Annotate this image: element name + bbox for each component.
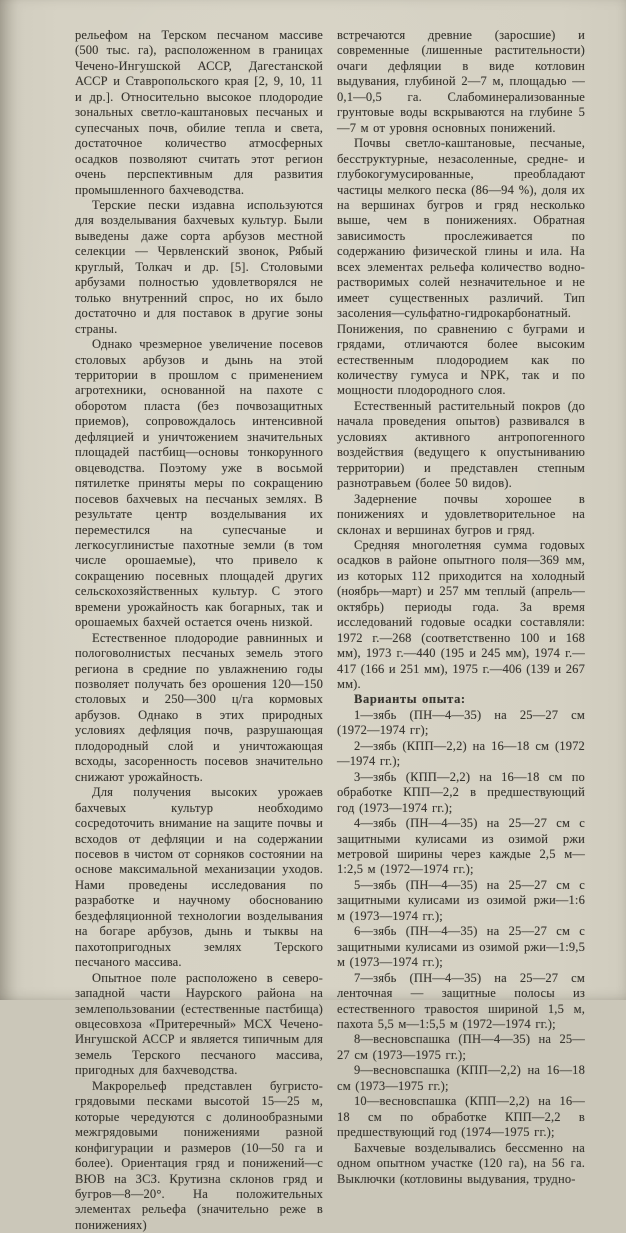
paragraph: 9—весновспашка (КПП—2,2) на 16—18 см (1973—1975 гг.); — [337, 1063, 585, 1093]
text-area — [75, 28, 585, 1233]
paragraph: Терские пески издавна используются для возделывания бахчевых культур. Были выведены даже сорта арбузов местной селекции — Червленский звонок, Рябый круглый, Толкач и др. [5]. Столовыми арбузами полностью удовлетворялся не только внутренний спрос, но их было достаточно и для поставок в другие зоны страны. — [75, 197, 323, 336]
paragraph: Задернение почвы хорошее в понижениях и удовлетворительное на склонах и вершинах бугров и гряд. — [337, 491, 585, 537]
paragraph: Средняя многолетняя сумма годовых осадков в районе опытного поля—369 мм, из которых 112 приходится на холодный (ноябрь—март) и 257 мм теплый (апрель—октябрь) периоды года. За время исследований годовые осадки составляли: 1972 г.—268 (соответственно 100 и 168 мм), 1973 г.—440 (195 и 245 мм), 1974 г.—417 (166 и 251 мм), 1975 г.—406 (139 и 267 мм). — [337, 537, 585, 692]
paragraph: Опытное поле расположено в северо-западной части Наурского района на землепользовании (естественные пастбища) овцесовхоза «Притеречный» МСХ Чечено-Ингушской АССР и является типичным для земель Терского песчаного массива, пригодных для бахчеводства. — [75, 970, 323, 1078]
paragraph: 1—зябь (ПН—4—35) на 25—27 см (1972—1974 гг); — [337, 707, 585, 738]
section-heading: Варианты опыта: — [354, 692, 466, 707]
column-left — [75, 28, 323, 1233]
paragraph: Почвы светло-каштановые, песчаные, бесструктурные, незасоленные, средне- и глубокогумусированные, преобладают частицы мелкого песка (86—94 %), доля их на вершинах бугров и гряд несколько выше, чем в понижениях. Обратная зависимость прослеживается по содержанию физической глины и ила. На всех элементах рельефа количество водно-растворимых солей незначительное и не имеет существенных различий. Тип засоления—сульфатно-гидрокарбонатный. Понижения, по сравнению с буграми и грядами, отличаются более высоким естественным плодородием как по количеству гумуса и NPK, так и по мощности плодородного слоя. — [337, 136, 585, 398]
paragraph: рельефом на Терском песчаном массиве (500 тыс. га), расположенном в границах Чечено-Ингушской АССР, Дагестанской АССР и Ставропольского края [2, 9, 10, 11 и др.]. Относительно высокое плодородие зональных светло-каштановых песчаных и супесчаных почв, обилие тепла и света, достаточное количество атмосферных осадков позволяют считать этот регион очень перспективным для развития промышленного бахчеводства. — [75, 28, 323, 197]
paragraph: 5—зябь (ПН—4—35) на 25—27 см с защитными кулисами из озимой ржи—1:6 м (1973—1974 гг.); — [337, 877, 585, 923]
paragraph: Естественный растительный покров (до начала проведения опытов) развивался в условиях активного антропогенного воздействия (ведущего к опустыниванию территории) и представлен степным разнотравьем (более 50 видов). — [337, 398, 585, 491]
paragraph: 3—зябь (КПП—2,2) на 16—18 см по обработке КПП—2,2 в предшествующий год (1973—1974 гг.); — [337, 769, 585, 815]
paragraph: Бахчевые возделывались бессменно на одном опытном участке (120 га), на 56 га. Выключки (котловины выдувания, трудно- — [337, 1140, 585, 1186]
paragraph: 4—зябь (ПН—4—35) на 25—27 см с защитными кулисами из озимой ржи метровой ширины через каждые 2,5 м—1:2,5 м (1972—1974 гг.); — [337, 816, 585, 877]
paragraph: Естественное плодородие равнинных и пологоволнистых песчаных земель этого региона в средние по увлажнению годы позволяет получать без орошения 120—150 столовых и 250—300 ц/га кормовых арбузов. Однако в этих природных условиях дефляция почв, разрушающая плодородный слой и уничтожающая всходы, засоренность посевов значительно снижают урожайность. — [75, 630, 323, 784]
paragraph: встречаются древние (заросшие) и современные (лишенные растительности) очаги дефляции в виде котловин выдувания, глубиной 2—7 м, площадью — 0,1—0,5 га. Слабоминерализованные грунтовые воды вскрываются на глубине 5—7 м от уровня основных понижений. — [337, 28, 585, 135]
paragraph: 8—весновспашка (ПН—4—35) на 25—27 см (1973—1975 гг.); — [337, 1032, 585, 1062]
paragraph: 2—зябь (КПП—2,2) на 16—18 см (1972—1974 гг.); — [337, 738, 585, 769]
column-right — [337, 28, 585, 1233]
paragraph: Макрорельеф представлен бугристо-грядовыми песками высотой 15—25 м, которые чередуются с долинообразными межгрядовыми понижениями разной конфигурации и размеров (10—50 га и более). Ориентация гряд и понижений—с ВЮВ на ЗСЗ. Крутизна склонов гряд и бугров—8—20°. На положительных элементах рельефа (значительно реже в понижениях) — [75, 1078, 323, 1232]
paragraph: 6—зябь (ПН—4—35) на 25—27 см с защитными кулисами из озимой ржи—1:9,5 м (1973—1974 гг.); — [337, 924, 585, 970]
paragraph: Однако чрезмерное увеличение посевов столовых арбузов и дынь на этой территории в прошлом с применением агротехники, основанной на пахоте с оборотом пласта (без почвозащитных приемов), сопровождалось интенсивной дефляцией и уничтожением значительных площадей пастбищ—основы тонкорунного овцеводства. Поэтому уже в восьмой пятилетке приняты меры по сокращению посевов бахчевых на песчаных землях. В результате центр возделывания их переместился на супесчаные и легкосуглинистые пахотные земли (в том числе орошаемые), что привело к сокращению посевных площадей других сельскохозяйственных культур. С этого времени урожайность как богарных, так и орошаемых бахчей остается очень низкой. — [75, 337, 323, 630]
paragraph: Для получения высоких урожаев бахчевых культур необходимо сосредоточить внимание на защите почвы и всходов от дефляции и на содержании посевов в чистом от сорняков состоянии на основе максимальной механизации уходов. Нами проведены исследования по разработке и научному обоснованию бездефляционной технологии возделывания на богаре арбузов, дынь и тыквы на пахотопригодных землях Терского песчаного массива. — [75, 785, 323, 970]
paragraph: 10—весновспашка (КПП—2,2) на 16—18 см по обработке КПП—2,2 в предшествующий год (1974—1975 гг.); — [337, 1094, 585, 1140]
paragraph: 7—зябь (ПН—4—35) на 25—27 см ленточная — защитные полосы из естественного травостоя шириной 1,5 м, пахота 5,5 м—1:5,5 м (1972—1974 гг.); — [337, 970, 585, 1031]
